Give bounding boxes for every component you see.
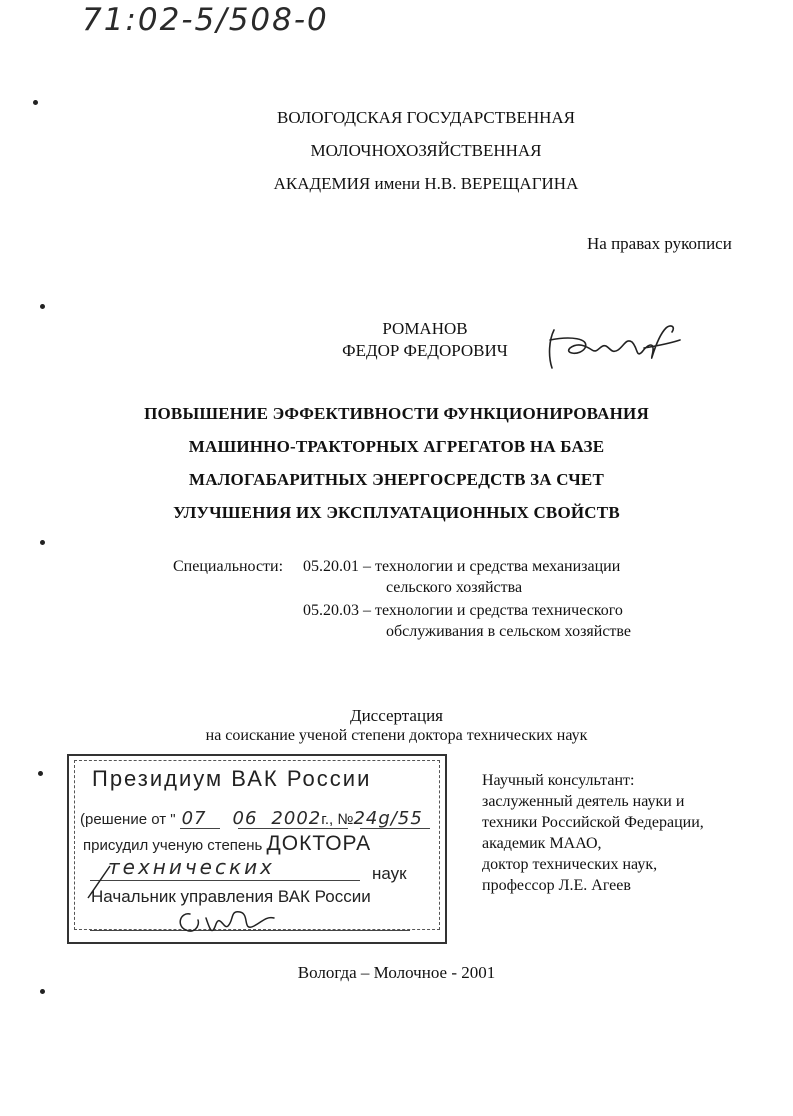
specialty-description-cont: сельского хозяйства bbox=[386, 579, 523, 596]
punch-mark bbox=[40, 989, 45, 994]
consultant-line: заслуженный деятель науки и bbox=[482, 793, 685, 810]
consultant-label: Научный консультант: bbox=[482, 772, 635, 789]
stamp-header: Президиум ВАК России bbox=[92, 766, 372, 791]
stamp-year: 2002 bbox=[271, 808, 322, 829]
title-line: МАШИННО-ТРАКТОРНЫХ АГРЕГАТОВ НА БАЗЕ bbox=[188, 437, 605, 456]
stamp-decision-line bbox=[80, 808, 423, 829]
specialty-code-value: 05.20.01 bbox=[303, 558, 359, 575]
stamp-field-handwritten: технических bbox=[108, 855, 275, 879]
dissertation-label: Диссертация bbox=[349, 706, 443, 725]
place-year: Вологда – Молочное - 2001 bbox=[297, 963, 496, 982]
institution-name bbox=[236, 101, 616, 200]
author-signature bbox=[540, 318, 690, 376]
institution-line: МОЛОЧНОХОЗЯЙСТВЕННАЯ bbox=[310, 141, 542, 160]
punch-mark bbox=[38, 771, 43, 776]
specialty-code: 05.20.01 – технологии и средства механизации bbox=[303, 558, 621, 575]
consultant-line: академик МААО, bbox=[482, 835, 602, 852]
specialty-description: технологии и средства механизации bbox=[375, 558, 621, 575]
stamp-underline bbox=[180, 828, 220, 829]
rights-note: На правах рукописи bbox=[587, 234, 732, 253]
stamp-chief: Начальник управления ВАК России bbox=[91, 887, 371, 906]
consultant-line: техники Российской Федерации, bbox=[482, 814, 704, 831]
author-name: ФЕДОР ФЕДОРОВИЧ bbox=[342, 341, 508, 360]
stamp-awarded-line bbox=[83, 832, 371, 856]
stamp-year-suffix: г., № bbox=[321, 811, 354, 828]
stamp-degree: ДОКТОРА bbox=[266, 832, 372, 855]
stamp-underline bbox=[90, 880, 360, 881]
punch-mark bbox=[40, 304, 45, 309]
institution-line: ВОЛОГОДСКАЯ ГОСУДАРСТВЕННАЯ bbox=[276, 108, 576, 127]
specialty-code-value: 05.20.03 bbox=[303, 602, 359, 619]
author-surname: РОМАНОВ bbox=[382, 319, 468, 338]
stamp-awarded-prefix: присудил ученую степень bbox=[83, 837, 263, 854]
stamp-number: 24g/55 bbox=[353, 808, 423, 829]
consultant-block bbox=[482, 770, 704, 896]
consultant-line: доктор технических наук, bbox=[482, 856, 658, 873]
dissertation-subtitle: на соискание ученой степени доктора технических наук bbox=[205, 727, 588, 744]
specialty-description-cont: обслуживания в сельском хозяйстве bbox=[386, 623, 631, 640]
stamp-decision-prefix: (решение от " bbox=[80, 811, 176, 828]
specialty-code: 05.20.03 – технологии и средства технического bbox=[303, 602, 623, 619]
title-line: ПОВЫШЕНИЕ ЭФФЕКТИВНОСТИ ФУНКЦИОНИРОВАНИЯ bbox=[144, 404, 649, 423]
punch-mark bbox=[40, 540, 45, 545]
stamp-field-suffix: наук bbox=[372, 864, 407, 883]
stamp-day: 07 bbox=[181, 808, 207, 829]
punch-mark bbox=[33, 100, 38, 105]
specialty-description: технологии и средства технического bbox=[375, 602, 623, 619]
stamp-signature bbox=[170, 896, 290, 946]
stamp-mark bbox=[80, 862, 120, 902]
stamp-underline bbox=[238, 828, 348, 829]
stamp-underline bbox=[360, 828, 430, 829]
institution-line: АКАДЕМИЯ имени Н.В. ВЕРЕЩАГИНА bbox=[273, 174, 579, 193]
specialties-label: Специальности: bbox=[173, 558, 284, 575]
archive-number: 71:02-5/508-0 bbox=[82, 2, 329, 38]
dissertation-title bbox=[0, 397, 793, 529]
title-line: УЛУЧШЕНИЯ ИХ ЭКСПЛУАТАЦИОННЫХ СВОЙСТВ bbox=[173, 503, 620, 522]
title-line: МАЛОГАБАРИТНЫХ ЭНЕРГОСРЕДСТВ ЗА СЧЕТ bbox=[188, 470, 605, 489]
consultant-line: профессор Л.Е. Агеев bbox=[482, 877, 631, 894]
stamp-month: 06 bbox=[232, 808, 258, 829]
